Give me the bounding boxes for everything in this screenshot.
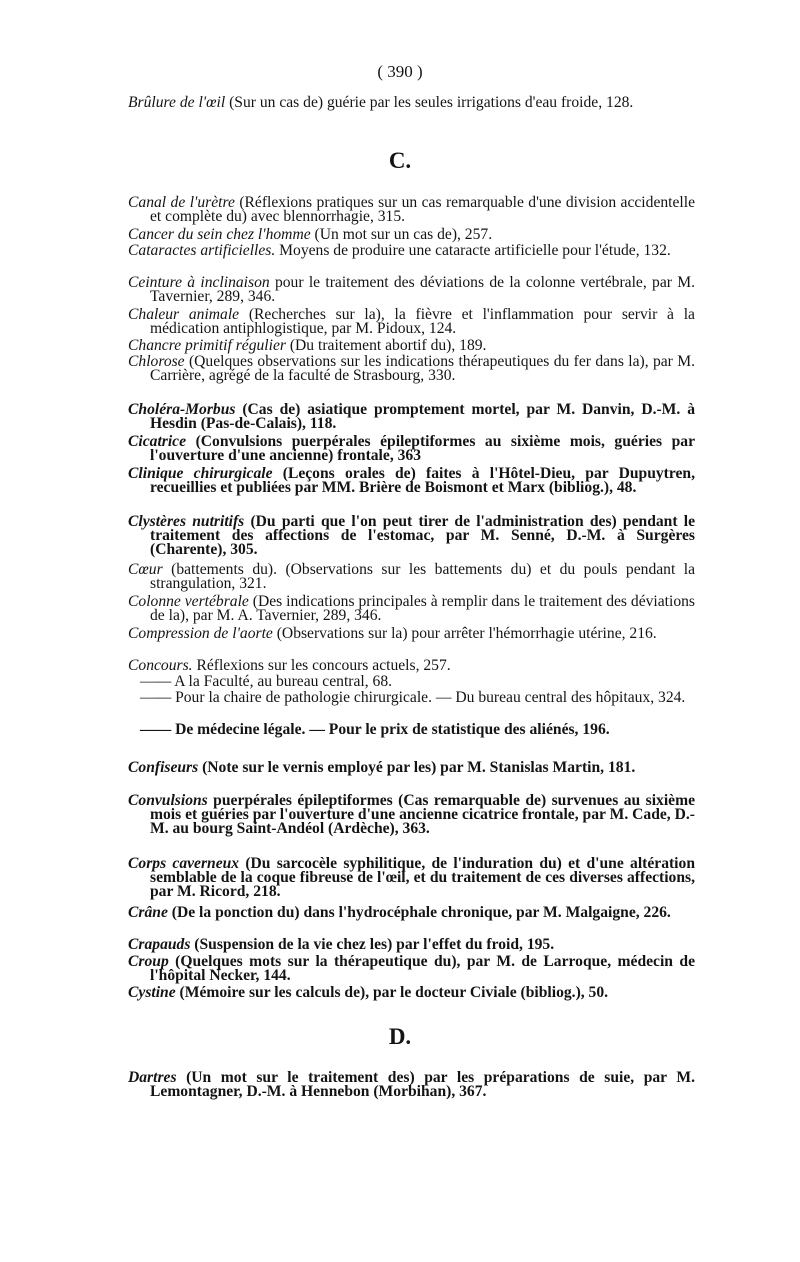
entry-term: Crâne xyxy=(128,904,168,921)
entry-text: (Sur un cas de) guérie par les seules irrigations d'eau froide, 128. xyxy=(225,94,634,111)
entry-text: (De la ponction du) dans l'hydrocéphale chronique, par M. Malgaigne, 226. xyxy=(167,904,671,921)
entry-term: Colonne vertébrale xyxy=(128,593,249,610)
index-entry xyxy=(128,955,695,983)
entry-text: (Des indications principales à remplir dans le traitement des déviations de la), par M. A. Tavernier, 289, 346. xyxy=(150,593,695,624)
index-entry xyxy=(128,761,695,775)
entry-dash: —— xyxy=(140,721,172,738)
index-entry xyxy=(128,906,695,920)
entry-text: (Quelques observations sur les indications thérapeutiques du fer dans la), par M. Carrière, agrégé de la faculté de Strasbourg, 330. xyxy=(150,353,695,384)
index-subentry xyxy=(140,691,695,705)
entry-term: Canal de l'urètre xyxy=(128,194,235,211)
entry-text: (Du sarcocèle syphilitique, de l'induration du) et d'une altération semblable de la coque fibreuse de l'œil, et du traitement de ces diverses affections, par M. Ricord, 218. xyxy=(150,855,695,900)
index-entry xyxy=(128,276,695,304)
index-entry xyxy=(128,435,695,463)
index-entry xyxy=(128,228,695,242)
entry-dash: —— xyxy=(140,689,172,706)
entry-term: Clystères nutritifs xyxy=(128,513,245,530)
entry-text: (Suspension de la vie chez les) par l'effet du froid, 195. xyxy=(190,936,555,953)
entry-term: Cœur xyxy=(128,561,163,578)
entry-term: Compression de l'aorte xyxy=(128,625,273,642)
entry-text: (Réflexions pratiques sur un cas remarquable d'une division accidentelle et complète du) avec blennorrhagie, 315. xyxy=(150,194,695,225)
entry-text: (Recherches sur la), la fièvre et l'inflammation pour servir à la médication antiphlogistique, par M. Pidoux, 124. xyxy=(150,306,695,337)
entry-term: Chlorose xyxy=(128,353,185,370)
entry-term: Brûlure de l'œil xyxy=(128,94,226,111)
section-letter-d: D. xyxy=(388,1024,412,1049)
index-entry xyxy=(128,986,695,1000)
index-entry xyxy=(128,595,695,623)
entry-text: (Un mot sur un cas de), 257. xyxy=(310,226,493,243)
entry-text: Réflexions sur les concours actuels, 257. xyxy=(192,657,451,674)
index-entry xyxy=(128,244,695,258)
entry-term: Cancer du sein chez l'homme xyxy=(128,226,311,243)
index-entry xyxy=(128,403,695,431)
entry-term: Cystine xyxy=(128,984,176,1001)
entry-text: (Mémoire sur les calculs de), par le docteur Civiale (bibliog.), 50. xyxy=(175,984,609,1001)
index-entry xyxy=(128,1071,695,1099)
entry-text: (Un mot sur le traitement des) par les préparations de suie, par M. Lemontagner, D.-M. à Hennebon (Morbihan), 367. xyxy=(150,1069,695,1100)
index-entry xyxy=(128,355,695,383)
index-entry xyxy=(128,339,695,353)
entry-term: Clinique chirurgicale xyxy=(128,465,273,482)
entry-term: Cicatrice xyxy=(128,433,187,450)
entry-term: Dartres xyxy=(128,1069,177,1086)
entry-text: (Convulsions puerpérales épileptiformes au sixième mois, guéries par l'ouverture d'une ancienne) frontale, 363 xyxy=(150,433,695,464)
entry-text: Moyens de produire une cataracte artificielle pour l'étude, 132. xyxy=(275,242,671,259)
entry-term: Corps caverneux xyxy=(128,855,240,872)
entry-term: Chancre primitif régulier xyxy=(128,337,286,354)
entry-term: Choléra-Morbus xyxy=(128,401,236,418)
index-entry xyxy=(128,627,695,641)
index-subentry xyxy=(140,675,695,689)
entry-text: (Du parti que l'on peut tirer de l'administration des) pendant le traitement des affections de l'estomac, par M. Senné, D.-M. à Surgères (Charente), 305. xyxy=(150,513,695,558)
index-entry xyxy=(128,857,695,899)
index-entry xyxy=(128,308,695,336)
entry-text: (Observations sur la) pour arrêter l'hémorrhagie utérine, 216. xyxy=(272,625,657,642)
index-entry xyxy=(128,196,695,224)
entry-text: pour le traitement des déviations de la colonne vertébrale, par M. Tavernier, 289, 346. xyxy=(150,274,695,305)
entry-dash: —— xyxy=(140,673,172,690)
index-subentry xyxy=(140,723,695,737)
entry-text: (Cas de) asiatique promptement mortel, par M. Danvin, D.-M. à Hesdin (Pas-de-Calais), 118. xyxy=(150,401,695,432)
entry-text: (Du traitement abortif du), 189. xyxy=(285,337,487,354)
entry-term: Concours. xyxy=(128,657,193,674)
index-entry xyxy=(128,794,695,836)
entry-text: (Leçons orales de) faites à l'Hôtel-Dieu, par Dupuytren, recueillies et publiées par MM. Brière de Boismont et Marx (bibliog.), 48. xyxy=(150,465,695,496)
index-entry xyxy=(128,659,695,673)
entry-term: Confiseurs xyxy=(128,759,199,776)
entry-text: Pour la chaire de pathologie chirurgicale. — Du bureau central des hôpitaux, 324. xyxy=(171,689,686,706)
entry-term: Croup xyxy=(128,953,169,970)
entry-term: Cataractes artificielles. xyxy=(128,242,276,259)
entry-text: De médecine légale. — Pour le prix de statistique des aliénés, 196. xyxy=(171,721,610,738)
entry-text: (battements du). (Observations sur les battements du) et du pouls pendant la strangulation, 321. xyxy=(150,561,695,592)
entry-term: Ceinture à inclinaison xyxy=(128,274,270,291)
entry-term: Chaleur animale xyxy=(128,306,240,323)
entry-term: Crapauds xyxy=(128,936,191,953)
index-entry-brulure xyxy=(128,96,695,110)
entry-term: Convulsions xyxy=(128,792,208,809)
section-letter-c: C. xyxy=(388,148,412,173)
page-number: ( 390 ) xyxy=(377,62,423,81)
entry-text: A la Faculté, au bureau central, 68. xyxy=(171,673,393,690)
index-entry xyxy=(128,467,695,495)
entry-text: (Quelques mots sur la thérapeutique du), par M. de Larroque, médecin de l'hôpital Necker, 144. xyxy=(150,953,695,984)
index-entry xyxy=(128,938,695,952)
index-entry xyxy=(128,563,695,591)
entry-text: puerpérales épileptiformes (Cas remarquable de) survenues au sixième mois et guéries par l'ouverture d'une ancienne cicatrice frontale, par M. Cade, D.-M. au bourg Saint-Andéol (Ardèche), 363. xyxy=(150,792,695,837)
index-entry xyxy=(128,515,695,557)
entry-text: (Note sur le vernis employé par les) par M. Stanislas Martin, 181. xyxy=(198,759,636,776)
